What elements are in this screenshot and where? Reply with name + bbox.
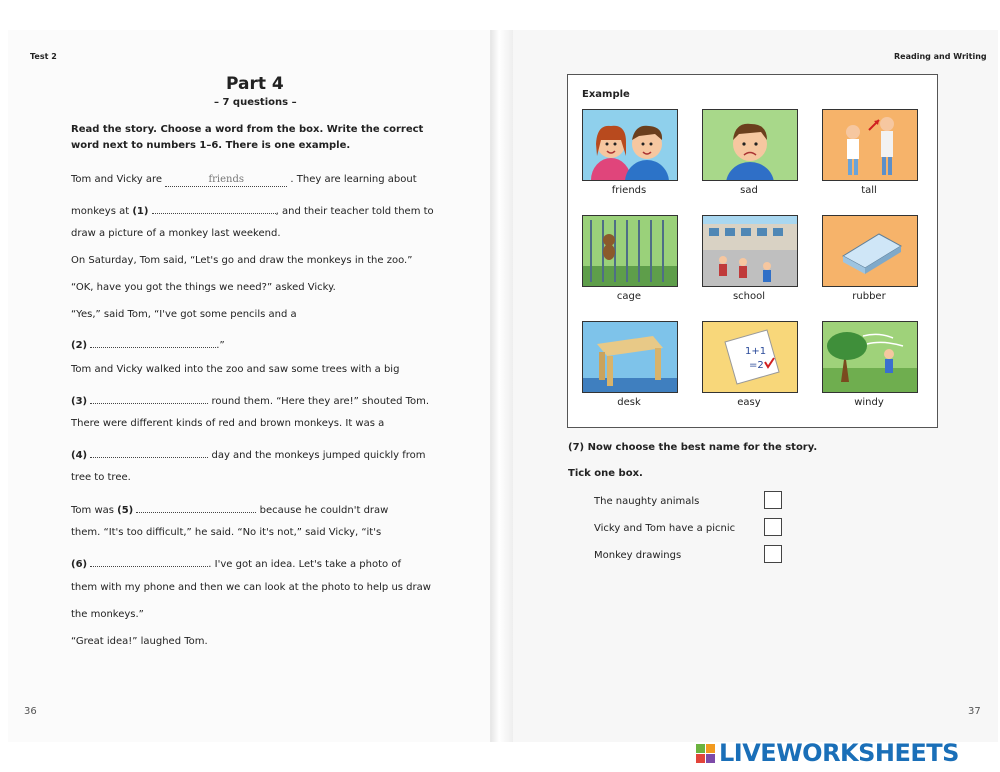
caption-easy: easy: [737, 397, 761, 408]
story-line-18: “Great idea!” laughed Tom.: [71, 636, 208, 647]
story-line-1: Tom and Vicky are friends . They are learning about: [71, 174, 417, 185]
story-line-4: On Saturday, Tom said, “Let's go and draw the monkeys in the zoo.”: [71, 255, 413, 266]
answer-blank-6[interactable]: [90, 554, 208, 567]
question-number-3: (3): [71, 396, 88, 407]
word-box: [567, 74, 938, 428]
story-line-9: (3) round them. “Here they are!” shouted Tom.: [71, 391, 429, 407]
story-line-17: the monkeys.”: [71, 609, 144, 620]
windy-picture: [822, 321, 918, 393]
page-number-left: 36: [24, 706, 37, 717]
story-line-12: tree to tree.: [71, 472, 131, 483]
caption-cage: cage: [616, 291, 642, 302]
question-number-1: (1): [132, 206, 149, 217]
story-line-16: them with my phone and then we can look at the photo to help us draw: [71, 582, 431, 593]
answer-blank-5[interactable]: [136, 500, 256, 513]
question-number-4: (4): [71, 450, 88, 461]
part-title: Part 4: [226, 74, 284, 94]
story-line-14: them. “It's too difficult,” he said. “No it's not,” said Vicky, “it's: [71, 527, 382, 538]
example-answer: friends: [208, 174, 245, 185]
answer-blank-3[interactable]: [90, 391, 208, 404]
tick-box-2[interactable]: [764, 518, 782, 536]
question-number-5: (5): [117, 505, 134, 516]
test-header: Test 2: [30, 52, 57, 61]
caption-sad: sad: [740, 185, 758, 196]
story-line-2: monkeys at (1) , and their teacher told them to: [71, 201, 434, 217]
right-page: [513, 30, 998, 742]
svg-text:=2: =2: [749, 360, 764, 371]
sad-boy-picture: [702, 109, 798, 181]
section-header: Reading and Writing: [894, 52, 987, 61]
rubber-eraser-picture: [822, 215, 918, 287]
story-line-8: Tom and Vicky walked into the zoo and saw some trees with a big: [71, 364, 400, 375]
question-7: (7) Now choose the best name for the story.: [568, 442, 818, 453]
tick-box-3[interactable]: [764, 545, 782, 563]
instructions: Read the story. Choose a word from the box. Write the correct word next to numbers 1–6. There is one example.: [71, 124, 424, 151]
caption-tall: tall: [861, 185, 877, 196]
caption-friends: friends: [611, 185, 647, 196]
example-label: Example: [582, 89, 630, 100]
school-picture: [702, 215, 798, 287]
left-page: [8, 30, 491, 742]
svg-text:1+1: 1+1: [745, 346, 767, 357]
story-line-3: draw a picture of a monkey last weekend.: [71, 228, 281, 239]
example-answer-blank: [165, 174, 287, 187]
part-subtitle: – 7 questions –: [214, 97, 297, 108]
caption-windy: windy: [854, 397, 884, 408]
liveworksheets-logo: [696, 738, 959, 768]
easy-paper-picture: [702, 321, 798, 393]
option-label-2: Vicky and Tom have a picnic: [594, 523, 736, 534]
option-label-3: Monkey drawings: [594, 550, 682, 561]
tick-box-1[interactable]: [764, 491, 782, 509]
friends-picture: [582, 109, 678, 181]
book-gutter: [490, 30, 513, 742]
page-number-right: 37: [968, 706, 981, 717]
answer-blank-1[interactable]: [152, 201, 276, 214]
option-label-1: The naughty animals: [594, 496, 700, 507]
answer-blank-2[interactable]: [90, 335, 216, 348]
question-number-2: (2): [71, 340, 88, 351]
story-line-7: (2) .”: [71, 335, 225, 351]
answer-blank-4[interactable]: [90, 445, 208, 458]
story-line-11: (4) day and the monkeys jumped quickly from: [71, 445, 426, 461]
question-number-6: (6): [71, 559, 88, 570]
story-line-6: “Yes,” said Tom, “I've got some pencils and a: [71, 309, 297, 320]
caption-school: school: [732, 291, 766, 302]
tall-boys-picture: [822, 109, 918, 181]
story-line-10: There were different kinds of red and brown monkeys. It was a: [71, 418, 385, 429]
caption-desk: desk: [617, 397, 641, 408]
monkey-cage-picture: [582, 215, 678, 287]
story-line-15: (6) . I've got an idea. Let's take a photo of: [71, 554, 401, 570]
story-line-13: Tom was (5) because he couldn't draw: [71, 500, 388, 516]
logo-blocks-icon: [696, 744, 715, 763]
logo-text: LIVEWORKSHEETS: [719, 739, 959, 767]
tick-instruction: Tick one box.: [568, 468, 643, 479]
desk-picture: [582, 321, 678, 393]
caption-rubber: rubber: [852, 291, 886, 302]
story-line-5: “OK, have you got the things we need?” asked Vicky.: [71, 282, 336, 293]
